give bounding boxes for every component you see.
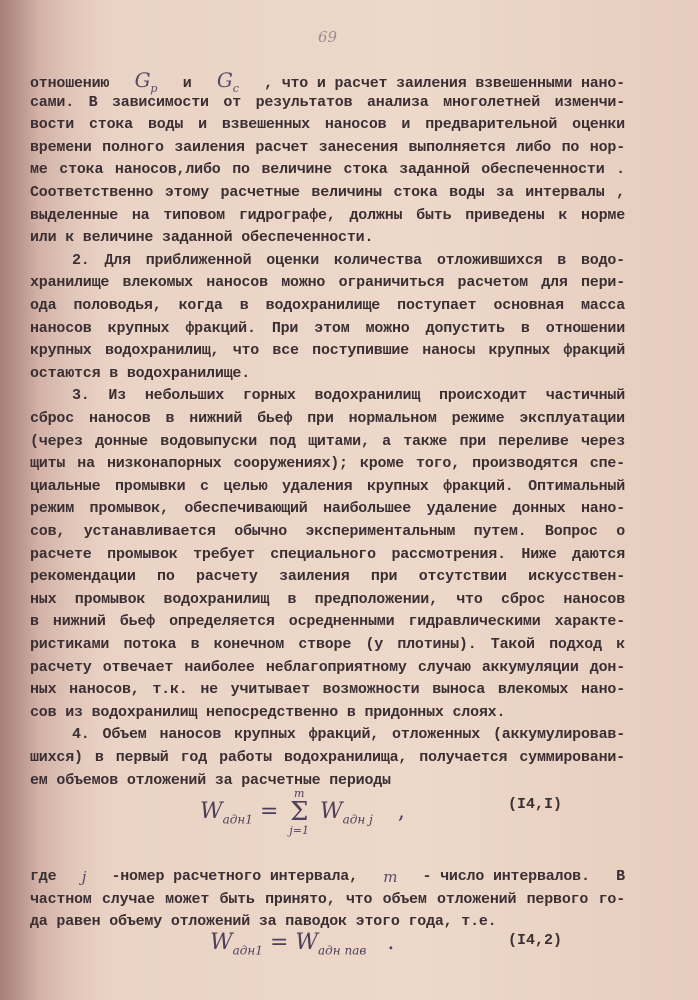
equation-number: (I4,2): [508, 932, 563, 949]
text-line: крупных водохранилищ, что все поступившие наносы крупных фракций: [30, 342, 625, 360]
word: отношению: [30, 75, 110, 92]
text-line: сброс наносов в нижний бьеф при нормальном режиме эксплуатации: [30, 410, 625, 427]
text: -номер расчетного интервала,: [111, 868, 358, 885]
text-line: [30, 68, 625, 95]
text-line: [30, 866, 625, 888]
text-line: расчете промывок требует специального рассмотрения. Ниже даются: [30, 545, 625, 563]
text-line: вости стока воды и взвешенных наносов и предварительной оценки: [30, 116, 625, 134]
text-line: (через донные водовыпуски под щитами, а также при переливе через: [30, 432, 625, 450]
text-line: остаются в водохранилище.: [30, 364, 251, 382]
summation-symbol: m Σ j=1: [289, 787, 310, 837]
text-line: ристиками потока в конечном створе (у плотины). Такой подход к: [30, 636, 625, 653]
text-line: циальные промывки с целью удаления крупных фракций. Оптимальный: [30, 477, 625, 495]
handwritten-symbol: $G_p$: [134, 68, 158, 95]
text-line: шихся) в первый год работы водохранилища, получается суммировани-: [30, 749, 625, 766]
text-line: щиты на низконапорных сооружениях); кроме того, производятся спе-: [30, 455, 625, 473]
formula-14-2: $W_{адн1} = W_{адн пав}$ .: [210, 930, 395, 958]
text-line: наносов крупных фракций. При этом можно допустить в отношении: [30, 319, 625, 337]
text-line: хранилище влекомых наносов можно ограничиться расчетом для пери-: [30, 274, 625, 292]
handwritten-symbol: $G_c$: [216, 68, 239, 95]
text-line: ме стока наносов,либо по величине стока заданной обеспеченности .: [30, 161, 625, 179]
text-line: в нижний бьеф определяется осредненными гидравлическими характе-: [30, 613, 625, 631]
text-line: 3. Из небольших горных водохранилищ происходит частичный: [72, 387, 625, 405]
text-line: режим промывок, обеспечивающий наибольшее удаление донных нано-: [30, 500, 625, 518]
text-line: сов, устанавливается обычно экспериментальным путем. Вопрос о: [30, 523, 625, 540]
text-line: ем объемов отложений за расчетные периоды: [30, 771, 391, 789]
text-line: ода половодья, когда в водохранилище поступает основная масса: [30, 297, 625, 314]
formula-14-1: $W_{адн1}$ = m Σ j=1 $W_{адн j}$ ,: [200, 787, 405, 837]
text-line: сами. В зависимости от результатов анализа многолетней изменчи-: [30, 93, 625, 111]
text-line: расчету отвечает наиболее неблагоприятному случаю аккумуляции дон-: [30, 658, 625, 676]
text-line: 4. Объем наносов крупных фракций, отложенных (аккумулировав-: [72, 726, 625, 744]
text-line: или к величине заданной обеспеченности.: [30, 229, 374, 247]
handwritten-symbol: j: [81, 868, 87, 886]
text-line: да равен объему отложений за паводок этого года, т.е.: [30, 913, 497, 930]
text-line: частном случае может быть принято, что объем отложений первого го-: [30, 891, 625, 908]
text-line: сов из водохранилищ непосредственно в придонных слоях.: [30, 703, 506, 721]
text-line: времени полного заиления расчет занесения выполняется либо по нор-: [30, 138, 625, 156]
text-line: ных промывок водохранилищ в предположении, что сброс наносов: [30, 590, 625, 608]
text: , что и расчет заиления взвешенными нано-: [264, 75, 625, 92]
text-line: Соответственно этому расчетные величины стока воды за интервалы ,: [30, 184, 625, 201]
text-line: ных наносов, т.к. не учитывает возможности выноса влекомых нано-: [30, 681, 625, 699]
text-line: рекомендации по расчету заиления при отсутствии искусствен-: [30, 568, 625, 586]
page-number: 69: [318, 28, 338, 46]
equation-number: (I4,I): [508, 796, 563, 813]
word: где: [30, 868, 57, 885]
text-line: 2. Для приближенной оценки количества отложившихся в водо-: [72, 251, 625, 269]
handwritten-symbol: m: [383, 868, 398, 886]
word: и: [182, 75, 192, 92]
text-line: выделенные на типовом гидрографе, должны быть приведены к норме: [30, 206, 625, 224]
text: - число интервалов. В: [422, 868, 625, 885]
